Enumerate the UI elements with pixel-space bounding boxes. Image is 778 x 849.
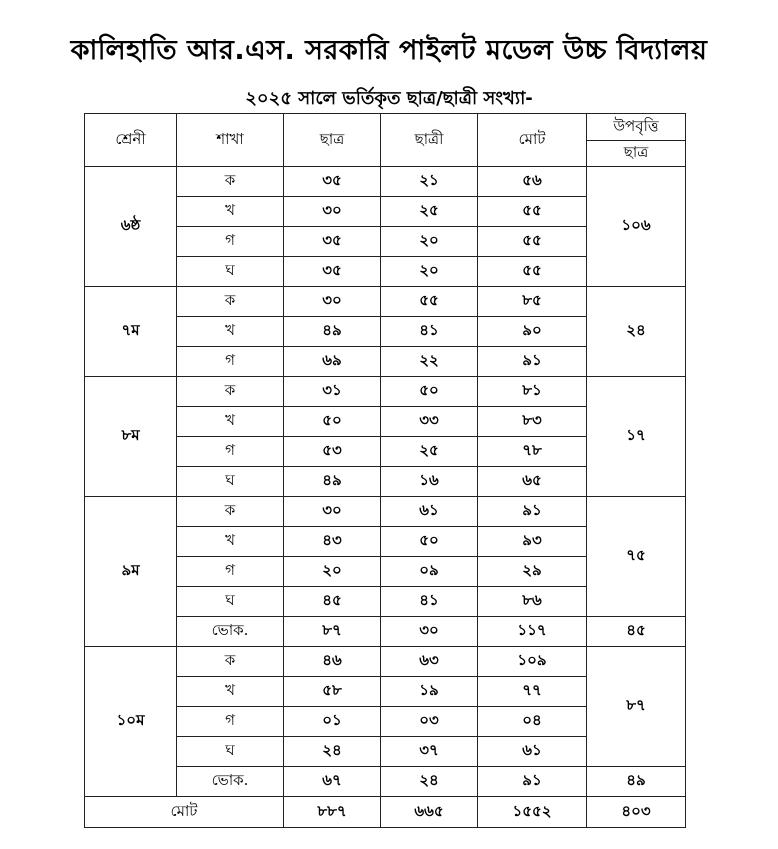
section-cell: খ [177, 197, 284, 227]
total-cell: ৭৮ [478, 437, 587, 467]
girls-cell: ৬৩ [381, 647, 478, 677]
section-cell: খ [177, 317, 284, 347]
grand-total-boys: ৮৮৭ [284, 797, 381, 828]
boys-cell: ৪৯ [284, 467, 381, 497]
section-cell: ক [177, 497, 284, 527]
boys-cell: ৮৭ [284, 617, 381, 647]
girls-cell: ৫০ [381, 377, 478, 407]
section-cell: ঘ [177, 587, 284, 617]
total-cell: ১০৯ [478, 647, 587, 677]
girls-cell: ২১ [381, 167, 478, 197]
boys-cell: ৫৩ [284, 437, 381, 467]
girls-cell: ০৯ [381, 557, 478, 587]
girls-cell: ৪১ [381, 587, 478, 617]
stipend-cell: ১৭ [587, 377, 686, 497]
section-cell: খ [177, 677, 284, 707]
header-section: শাখা [177, 114, 284, 167]
table-row [85, 647, 686, 677]
section-cell: খ [177, 527, 284, 557]
section-cell: গ [177, 347, 284, 377]
total-cell: ৫৬ [478, 167, 587, 197]
class-name-cell: ৯ম [85, 497, 177, 647]
table-row [85, 287, 686, 317]
total-cell: ৫৫ [478, 197, 587, 227]
total-cell: ৯১ [478, 497, 587, 527]
boys-cell: ৩০ [284, 497, 381, 527]
total-cell: ৫৫ [478, 257, 587, 287]
section-cell: ভোক. [177, 617, 284, 647]
girls-cell: ৩০ [381, 617, 478, 647]
girls-cell: ২৪ [381, 767, 478, 797]
header-stipend: উপবৃত্তি [587, 114, 686, 141]
boys-cell: ৪৬ [284, 647, 381, 677]
total-cell: ৮৩ [478, 407, 587, 437]
stipend-cell: ৭৫ [587, 497, 686, 617]
class-name-cell: ১০ম [85, 647, 177, 797]
boys-cell: ৪৯ [284, 317, 381, 347]
voc-stipend-cell: ৪৫ [587, 617, 686, 647]
header-boys: ছাত্র [284, 114, 381, 167]
boys-cell: ৬৯ [284, 347, 381, 377]
grand-total-girls: ৬৬৫ [381, 797, 478, 828]
total-cell: ৬১ [478, 737, 587, 767]
grand-total-row [85, 797, 686, 828]
section-cell: ক [177, 377, 284, 407]
section-cell: ক [177, 167, 284, 197]
stipend-cell: ১০৬ [587, 167, 686, 287]
boys-cell: ৩৫ [284, 227, 381, 257]
header-row [85, 114, 686, 141]
boys-cell: ৩০ [284, 197, 381, 227]
header-stipend-sub: ছাত্র [587, 141, 686, 167]
section-cell: ক [177, 647, 284, 677]
grand-total-stipend: ৪০৩ [587, 797, 686, 828]
boys-cell: ৩৫ [284, 257, 381, 287]
boys-cell: ৫৮ [284, 677, 381, 707]
grand-total-label: মোট [85, 797, 284, 828]
total-cell: ৭৭ [478, 677, 587, 707]
table-row [85, 497, 686, 527]
section-cell: ঘ [177, 467, 284, 497]
class-name-cell: ৬ষ্ঠ [85, 167, 177, 287]
table-row [85, 377, 686, 407]
girls-cell: ৪১ [381, 317, 478, 347]
boys-cell: ৩০ [284, 287, 381, 317]
total-cell: ৮১ [478, 377, 587, 407]
girls-cell: ৩৩ [381, 407, 478, 437]
girls-cell: ২০ [381, 227, 478, 257]
girls-cell: ১৯ [381, 677, 478, 707]
page-title: কালিহাতি আর.এস. সরকারি পাইলট মডেল উচ্চ বিদ্যালয় [70, 35, 708, 66]
girls-cell: ৫০ [381, 527, 478, 557]
page-subtitle: ২০২৫ সালে ভর্তিকৃত ছাত্র/ছাত্রী সংখ্যা- [245, 88, 533, 109]
boys-cell: ০১ [284, 707, 381, 737]
boys-cell: ৪৩ [284, 527, 381, 557]
header-class: শ্রেনী [85, 114, 177, 167]
girls-cell: ২২ [381, 347, 478, 377]
boys-cell: ২৪ [284, 737, 381, 767]
section-cell: খ [177, 407, 284, 437]
class-name-cell: ৭ম [85, 287, 177, 377]
class-name-cell: ৮ম [85, 377, 177, 497]
total-cell: ৫৫ [478, 227, 587, 257]
total-cell: ৯০ [478, 317, 587, 347]
total-cell: ০৪ [478, 707, 587, 737]
boys-cell: ৬৭ [284, 767, 381, 797]
total-cell: ১১৭ [478, 617, 587, 647]
girls-cell: ৫৫ [381, 287, 478, 317]
section-cell: ঘ [177, 737, 284, 767]
girls-cell: ২৫ [381, 437, 478, 467]
total-cell: ৬৫ [478, 467, 587, 497]
total-cell: ২৯ [478, 557, 587, 587]
total-cell: ৯৩ [478, 527, 587, 557]
total-cell: ৮৫ [478, 287, 587, 317]
section-cell: গ [177, 707, 284, 737]
boys-cell: ৩৫ [284, 167, 381, 197]
stipend-cell: ৮৭ [587, 647, 686, 767]
boys-cell: ৫০ [284, 407, 381, 437]
girls-cell: ৩৭ [381, 737, 478, 767]
total-cell: ৮৬ [478, 587, 587, 617]
girls-cell: ২০ [381, 257, 478, 287]
section-cell: ঘ [177, 257, 284, 287]
girls-cell: ১৬ [381, 467, 478, 497]
voc-stipend-cell: ৪৯ [587, 767, 686, 797]
table-row [85, 167, 686, 197]
boys-cell: ৩১ [284, 377, 381, 407]
header-girls: ছাত্রী [381, 114, 478, 167]
total-cell: ৯১ [478, 347, 587, 377]
stipend-cell: ২৪ [587, 287, 686, 377]
girls-cell: ৬১ [381, 497, 478, 527]
boys-cell: ৪৫ [284, 587, 381, 617]
header-total: মোট [478, 114, 587, 167]
section-cell: ক [177, 287, 284, 317]
section-cell: গ [177, 557, 284, 587]
girls-cell: ০৩ [381, 707, 478, 737]
boys-cell: ২০ [284, 557, 381, 587]
admission-table [84, 113, 686, 828]
grand-total-total: ১৫৫২ [478, 797, 587, 828]
section-cell: ভোক. [177, 767, 284, 797]
total-cell: ৯১ [478, 767, 587, 797]
girls-cell: ২৫ [381, 197, 478, 227]
section-cell: গ [177, 227, 284, 257]
section-cell: গ [177, 437, 284, 467]
